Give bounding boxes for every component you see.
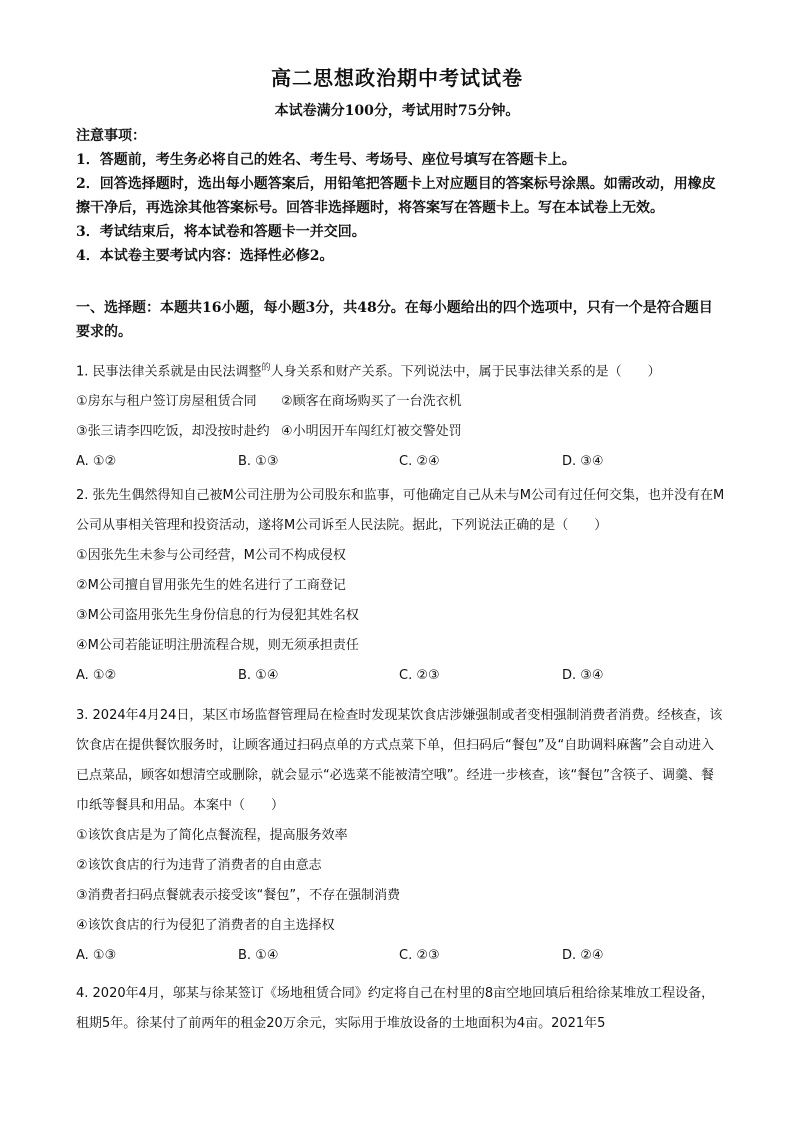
q3-option-d: D. ②④: [562, 948, 604, 963]
q2-statement-1: ①因张先生未参与公司经营，M公司不构成侵权: [76, 548, 346, 563]
q3-option-a: A. ①③: [76, 948, 117, 963]
q1-statement-1: ①房东与租户签订房屋租赁合同: [76, 394, 257, 410]
q3-statement-2: ②该饮食店的行为违背了消费者的自由意志: [76, 858, 322, 873]
q1-statement-4: ④小明因开车闯红灯被交警处罚: [281, 424, 462, 440]
question-1-options: [76, 447, 726, 477]
q2-option-d: D. ③④: [562, 668, 604, 683]
question-2-options: [76, 661, 726, 691]
question-1-stem: 1. 民事法律关系就是由民法调整$^的$人身关系和财产关系。下列说法中，属于民事法律关系的是（ ）: [76, 363, 661, 380]
q2-statement-2: ②M公司擅自冒用张先生的姓名进行了工商登记: [76, 578, 346, 593]
note-item-4: 4．本试卷主要考试内容：选择性必修2。: [76, 248, 334, 264]
q1-option-c: C. ②④: [399, 454, 440, 470]
question-3-stem: 3. 2024年4月24日，某区市场监督管理局在检查时发现某饮食店涉嫌强制或者变相强制消费者消费。经核查，该饮食店在提供餐饮服务时，让顾客通过扫码点单的方式点菜下单，但扫码后“餐包”及“自助调料麻酱”会自动进入已点菜品，顾客如想清空或删除，就会显示“必选菜不能被清空哦”。经进一步核查，该“餐包”含筷子、调羹、餐巾纸等餐具和用品。本案中（ ）: [76, 708, 723, 813]
q2-statement-4: ④M公司若能证明注册流程合规，则无须承担责任: [76, 638, 359, 653]
question-4: [76, 979, 726, 1039]
question-2: [76, 481, 726, 691]
question-1-statements-b: [76, 417, 726, 447]
notes-heading: 注意事项：: [76, 128, 146, 144]
note-item-3: 3．考试结束后，将本试卷和答题卡一并交回。: [76, 224, 366, 240]
section-heading: 一、选择题：本题共16小题，每小题3分，共48分。在每小题给出的四个选项中，只有一个是符合题目要求的。: [76, 300, 713, 340]
q2-option-c: C. ②③: [399, 668, 440, 683]
exam-title: 高二思想政治期中考试试卷: [271, 66, 523, 90]
q2-statement-3: ③M公司盗用张先生身份信息的行为侵犯其姓名权: [76, 608, 359, 623]
q1-statement-2: ②顾客在商场购买了一台洗衣机: [281, 394, 462, 410]
question-1-statements-a: [76, 387, 726, 417]
question-4-stem: 4. 2020年4月，邬某与徐某签订《场地租赁合同》约定将自己在村里的8亩空地回填后租给徐某堆放工程设备，租期5年。徐某付了前两年的租金20万余元，实际用于堆放设备的土地面积为4亩。2021年5: [76, 986, 715, 1031]
q2-option-a: A. ①②: [76, 668, 117, 683]
q3-statement-3: ③消费者扫码点餐就表示接受该“餐包”，不存在强制消费: [76, 888, 401, 903]
exam-subtitle: 本试卷满分100分，考试用时75分钟。: [274, 103, 520, 119]
question-1: [76, 353, 726, 477]
question-2-stem: 2. 张先生偶然得知自己被M公司注册为公司股东和监事，可他确定自己从未与M公司有过任何交集，也并没有在M公司从事相关管理和投资活动，遂将M公司诉至人民法院。据此，下列说法正确的是（ ）: [76, 488, 725, 533]
q2-option-b: B. ①④: [238, 668, 279, 683]
question-3: [76, 701, 726, 971]
q3-option-b: B. ①④: [238, 948, 279, 963]
q1-option-d: D. ③④: [562, 454, 604, 470]
notes-block: [76, 124, 726, 268]
question-3-options: [76, 941, 726, 971]
q1-statement-3: ③张三请李四吃饭，却没按时赴约: [76, 424, 270, 440]
note-item-2: 2．回答选择题时，选出每小题答案后，用铅笔把答题卡上对应题目的答案标号涂黑。如需改动，用橡皮擦干净后，再选涂其他答案标号。回答非选择题时，将答案写在答题卡上。写在本试卷上无效。: [76, 176, 716, 216]
q1-option-b: B. ①③: [238, 454, 279, 470]
q3-statement-1: ①该饮食店是为了简化点餐流程，提高服务效率: [76, 828, 348, 843]
note-item-1: 1．答题前，考生务必将自己的姓名、考生号、考场号、座位号填写在答题卡上。: [76, 152, 576, 168]
q3-option-c: C. ②③: [399, 948, 440, 963]
q3-statement-4: ④该饮食店的行为侵犯了消费者的自主选择权: [76, 918, 335, 933]
q1-option-a: A. ①②: [76, 454, 117, 470]
